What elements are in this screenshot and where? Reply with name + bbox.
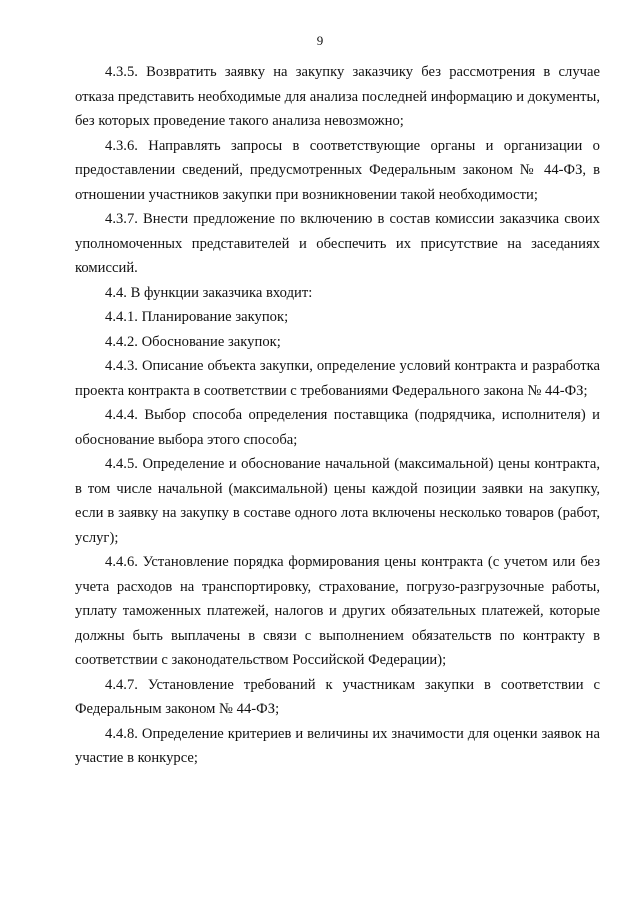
paragraph-4-3-7: 4.3.7. Внести предложение по включению в состав комиссии заказчика своих уполномоченных представителей и обеспечить их присутствие на заседаниях комиссий. — [75, 211, 600, 276]
paragraph-4-4-8: 4.4.8. Определение критериев и величины их значимости для оценки заявок на участие в конкурсе; — [75, 725, 600, 766]
document-body — [75, 60, 600, 771]
paragraph-4-4-3: 4.4.3. Описание объекта закупки, определение условий контракта и разработка проекта контракта в соответствии с требованиями Федерального закона № 44-ФЗ; — [75, 358, 600, 399]
paragraph-4-4-7: 4.4.7. Установление требований к участникам закупки в соответствии с Федеральным законом № 44-ФЗ; — [75, 676, 600, 717]
paragraph-4-3-5: 4.3.5. Возвратить заявку на закупку заказчику без рассмотрения в случае отказа представить необходимые для анализа последней информацию и документы, без которых проведение такого анализа невозможно; — [75, 64, 600, 129]
paragraph-4-4-4: 4.4.4. Выбор способа определения поставщика (подрядчика, исполнителя) и обоснование выбора этого способа; — [75, 407, 600, 448]
paragraph-4-4: 4.4. В функции заказчика входит: — [105, 284, 313, 301]
paragraph-4-3-6: 4.3.6. Направлять запросы в соответствующие органы и организации о предоставлении сведений, предусмотренных Федеральным законом № 44-ФЗ, в отношении участников закупки при возникновении такой необходимости; — [75, 137, 600, 203]
page-number: 9 — [316, 33, 324, 48]
paragraph-4-4-2: 4.4.2. Обоснование закупок; — [105, 333, 281, 350]
paragraph-4-4-1: 4.4.1. Планирование закупок; — [105, 309, 289, 325]
paragraph-4-4-5: 4.4.5. Определение и обоснование начальной (максимальной) цены контракта, в том числе начальной (максимальной) цены каждой позиции заявки на закупку, если в заявку на закупку в составе одного лота включены несколько товаров (работ, услуг); — [75, 456, 600, 546]
paragraph-4-4-6: 4.4.6. Установление порядка формирования цены контракта (с учетом или без учета расходов на транспортировку, страхование, погрузо-разгрузочные работы, уплату таможенных платежей, налогов и других обязательных платежей, которые должны быть выплачены в связи с выполнением обязательств по контракту в соответствии с законодательством Российской Федерации); — [75, 554, 600, 668]
